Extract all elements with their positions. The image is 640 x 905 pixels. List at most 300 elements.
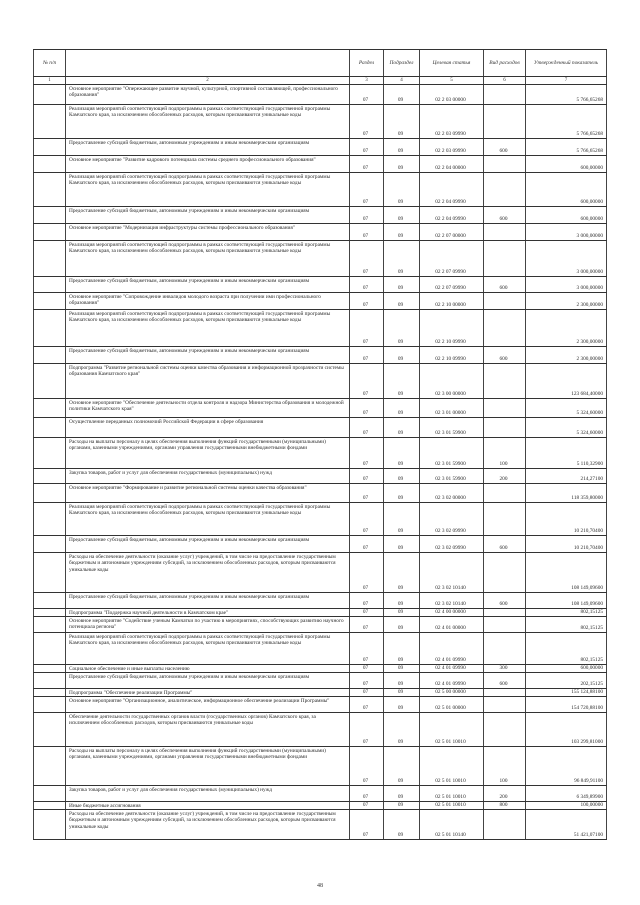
cell-name [65,77,349,84]
cell-sum [525,469,607,483]
row-sum: 2 300,00000 [576,355,603,362]
table-row [33,310,607,347]
row-razdel: 07 [362,96,369,103]
cell-sum [525,156,607,172]
cell-name [65,139,349,155]
cell-sum [525,609,607,616]
row-sum: 5 324,60000 [576,429,603,436]
cell-vr [483,484,525,502]
table-row [33,241,607,277]
row-name: Обеспечение деятельности государственных органов власти (государственных органов) Камчатского края, за исключением обособленных расходов, которым присваиваются уникальные коды [69,714,316,727]
cell-name [65,293,349,309]
cell-num [33,697,65,712]
cell-name [65,673,349,688]
cell-cs [419,786,483,801]
cell-sum [525,810,607,839]
cell-vr [483,224,525,240]
row-sum: 214,27100 [580,475,603,482]
cell-sum [525,484,607,502]
header-podr: Подраздел [389,60,414,66]
cell-vr [483,553,525,592]
cell-name [65,277,349,292]
cell-name [65,207,349,223]
row-vr: 600 [499,355,508,362]
cell-num [33,810,65,839]
row-podrazdel: 09 [397,527,404,534]
row-sum: 5 110,32900 [576,460,603,467]
column-number: 3 [365,78,368,83]
header-razdel: Раздел [358,60,375,66]
row-razdel: 07 [362,130,369,137]
cell-name [65,553,349,592]
cell-vr [483,633,525,664]
cell-num [33,438,65,468]
cell-cs [419,484,483,502]
row-name: Предоставление субсидий бюджетным, автономным учреждениям и иным некоммерческим организациям [69,348,310,354]
table-row [33,633,607,665]
row-name: Основное мероприятие "Развитие кадрового потенциала системы среднего профессионального образования" [69,157,316,163]
cell-sum [525,418,607,437]
cell-razdel [349,665,383,672]
cell-cs [419,310,483,346]
cell-cs [419,747,483,785]
cell-cs [419,633,483,664]
cell-num [33,786,65,801]
cell-podr [383,207,419,223]
cell-vr [483,713,525,746]
cell-vr [483,241,525,276]
row-sum: 3 000,00000 [576,232,603,239]
cell-podr [383,224,419,240]
cell-podr [383,469,419,483]
row-name: Подпрограмма "Обеспечение реализации Программы" [69,690,193,696]
cell-podr [383,438,419,468]
row-cs: 02 4 01 09990 [435,656,466,663]
cell-name [65,241,349,276]
column-number: 7 [564,78,568,83]
cell-num [33,633,65,664]
cell-cs [419,293,483,309]
row-name: Закупка товаров, работ и услуг для обеспечения государственных (муниципальных) нужд [69,787,272,793]
row-razdel: 07 [362,390,369,397]
cell-razdel [349,77,383,84]
cell-podr [383,747,419,785]
row-podrazdel: 09 [397,301,404,308]
cell-razdel [349,633,383,664]
cell-podr [383,713,419,746]
row-name: Основное мероприятие "Организационное, аналитическое, информационное обеспечение реализации Программы" [69,698,330,704]
cell-vr [483,418,525,437]
row-name: Расходы на выплаты персоналу в целях обеспечения выполнения функций государственными (муниципальными) органами, казенными учреждениями, органами управления государственными внебюджетными фондами [69,748,326,761]
cell-razdel [349,418,383,437]
table-row [33,553,607,593]
row-cs: 02 4 00 00000 [435,609,466,615]
row-podrazdel: 09 [397,215,404,222]
row-name: Предоставление субсидий бюджетным, автономным учреждениям и иным некоммерческим организациям [69,208,310,214]
header-num: № п/п [42,60,57,66]
cell-podr [383,173,419,206]
cell-vr [483,173,525,206]
cell-name [65,802,349,809]
table-row [33,438,607,469]
row-sum: 3 000,00000 [576,284,603,291]
cell-name [65,593,349,608]
cell-sum [525,438,607,468]
row-sum: 123 684,40000 [571,390,603,397]
cell-vr [483,810,525,839]
row-cs: 02 3 02 10140 [435,600,466,607]
row-cs: 02 4 01 00000 [435,624,466,631]
cell-vr [483,665,525,672]
row-razdel: 07 [362,544,369,551]
table-row [33,484,607,503]
cell-razdel [349,399,383,417]
cell-cs [419,85,483,104]
row-sum: 118 359,80000 [571,494,603,501]
cell-num [33,503,65,535]
cell-vr [483,802,525,809]
row-vr: 100 [499,777,508,784]
cell-vr [483,673,525,688]
cell-num [33,802,65,809]
cell-razdel [349,673,383,688]
cell-podr [383,593,419,608]
header-sum: Утвержденный показатель [533,60,599,66]
cell-podr [383,697,419,712]
cell-num [33,293,65,309]
cell-num [33,399,65,417]
row-razdel: 07 [362,665,369,671]
table-row [33,293,607,310]
row-razdel: 07 [362,656,369,663]
cell-sum [525,673,607,688]
cell-name [65,85,349,104]
cell-num [33,593,65,608]
row-razdel: 07 [362,738,369,745]
cell-sum [525,633,607,664]
table-row [33,207,607,224]
cell-vr [483,207,525,223]
cell-cs [419,697,483,712]
cell-name [65,484,349,502]
cell-podr [383,399,419,417]
cell-cs [419,241,483,276]
cell-cs [419,713,483,746]
cell-podr [383,277,419,292]
table-row [33,617,607,633]
cell-num [33,139,65,155]
row-podrazdel: 09 [397,147,404,154]
row-sum: 600,00000 [580,164,603,171]
row-name: Подпрограмма "Развитие региональной системы оценки качества образования и информационной прозрачности системы образования Камчатского края" [69,365,344,378]
row-vr: 600 [499,147,508,154]
row-podrazdel: 09 [397,494,404,501]
row-vr: 600 [499,544,508,551]
cell-sum [525,593,607,608]
row-podrazdel: 09 [397,600,404,607]
row-razdel: 07 [362,284,369,291]
cell-sum [525,207,607,223]
cell-podr [383,484,419,502]
cell-razdel [349,224,383,240]
cell-razdel [349,310,383,346]
cell-vr [483,536,525,552]
row-vr: 300 [499,665,508,671]
cell-podr [383,418,419,437]
cell-num [33,418,65,437]
cell-cs [419,609,483,616]
cell-num [33,224,65,240]
cell-sum [525,224,607,240]
budget-table [33,49,607,840]
row-podrazdel: 09 [397,355,404,362]
row-vr: 600 [499,215,508,222]
row-razdel: 07 [362,409,369,416]
cell-name [65,399,349,417]
cell-name [65,469,349,483]
row-name: Основное мероприятие "Опережающее развитие научной, культурной, спортивной составляющей, профессионального образования" [69,86,338,99]
row-vr: 800 [499,802,508,808]
cell-name [65,609,349,616]
row-name: Иные бюджетные ассигнования [69,803,141,809]
column-number: 6 [503,78,506,83]
cell-podr [383,673,419,688]
cell-razdel [349,293,383,309]
cell-razdel [349,173,383,206]
cell-razdel [349,469,383,483]
cell-sum [525,617,607,632]
table-row [33,665,607,673]
cell-podr [383,139,419,155]
cell-vr [483,156,525,172]
table-row [33,503,607,536]
cell-podr [383,347,419,363]
row-podrazdel: 09 [397,584,404,591]
row-razdel: 07 [362,689,369,695]
cell-name [65,697,349,712]
cell-razdel [349,697,383,712]
row-sum: 51 421,07100 [573,831,603,838]
table-row [33,536,607,553]
row-podrazdel: 09 [397,338,404,345]
cell-cs [419,665,483,672]
row-podrazdel: 09 [397,544,404,551]
cell-name [65,536,349,552]
cell-vr [483,105,525,138]
row-podrazdel: 09 [397,164,404,171]
cell-name [65,689,349,696]
cell-cs [419,224,483,240]
cell-cs [419,207,483,223]
cell-vr [483,593,525,608]
cell-cs [419,673,483,688]
table-row [33,469,607,484]
row-razdel: 07 [362,609,369,615]
page-number: 48 [317,883,323,889]
cell-num [33,689,65,696]
row-name: Социальное обеспечение и иные выплаты населению [69,666,190,672]
cell-vr [483,139,525,155]
row-razdel: 07 [362,831,369,838]
cell-sum [525,77,607,84]
row-name: Реализация мероприятий соответствующей подпрограммы в рамках соответствующей государственной программы Камчатского края, за исключением обособленных расходов, которым присваиваются уникальные коды [69,242,331,255]
cell-podr [383,364,419,398]
row-razdel: 07 [362,147,369,154]
row-cs: 02 4 01 09990 [435,665,466,671]
cell-podr [383,617,419,632]
cell-sum [525,105,607,138]
column-number: 1 [48,78,51,83]
cell-num [33,747,65,785]
cell-podr [383,689,419,696]
row-vr: 600 [499,284,508,291]
row-name: Закупка товаров, работ и услуг для обеспечения государственных (муниципальных) нужд [69,470,272,476]
row-sum: 2 300,00000 [576,301,603,308]
cell-name [65,438,349,468]
row-name: Реализация мероприятий соответствующей подпрограммы в рамках соответствующей государственной программы Камчатского края, за исключением обособленных расходов, которым присваиваются уникальные коды [69,174,331,187]
cell-razdel [349,50,383,76]
cell-podr [383,536,419,552]
cell-cs [419,503,483,535]
row-cs: 02 3 01 59900 [435,475,466,482]
row-razdel: 07 [362,600,369,607]
cell-num [33,484,65,502]
cell-name [65,418,349,437]
row-name: Подпрограмма "Поддержка научной деятельности в Камчатском крае" [69,610,229,616]
row-vr: 200 [499,475,508,482]
cell-razdel [349,347,383,363]
row-sum: 802,15125 [580,609,603,615]
cell-podr [383,105,419,138]
table-row [33,673,607,689]
cell-sum [525,697,607,712]
row-name: Реализация мероприятий соответствующей подпрограммы в рамках соответствующей государственной программы Камчатского края, за исключением обособленных расходов, которым присваиваются уникальные коды [69,504,331,517]
row-name: Расходы на обеспечение деятельности (оказание услуг) учреждений, в том числе на предоставление государственным бюджетным и автономным учреждениям субсидий, за исключением обособленных расходов, которым присваиваются уникальные коды [69,554,336,573]
row-sum: 5 766,65268 [576,96,603,103]
table-row [33,364,607,399]
cell-razdel [349,609,383,616]
row-razdel: 07 [362,429,369,436]
cell-razdel [349,503,383,535]
cell-sum [525,786,607,801]
row-podrazdel: 09 [397,680,404,687]
cell-razdel [349,438,383,468]
row-cs: 02 2 10 00000 [435,301,466,308]
cell-sum [525,85,607,104]
row-razdel: 07 [362,624,369,631]
row-sum: 600,00000 [580,198,603,205]
row-name: Предоставление субсидий бюджетным, автономным учреждениям и иным некоммерческим организациям [69,140,310,146]
cell-sum [525,277,607,292]
cell-name [65,503,349,535]
row-sum: 100,00000 [580,802,603,808]
cell-vr [483,747,525,785]
row-sum: 802,15125 [580,624,603,631]
cell-sum [525,347,607,363]
cell-name [65,665,349,672]
cell-vr [483,85,525,104]
row-razdel: 07 [362,793,369,800]
row-podrazdel: 09 [397,130,404,137]
row-name: Предоставление субсидий бюджетным, автономным учреждениям и иным некоммерческим организациям [69,537,310,543]
cell-name [65,50,349,76]
cell-razdel [349,747,383,785]
cell-name [65,310,349,346]
cell-cs [419,50,483,76]
cell-podr [383,85,419,104]
cell-podr [383,293,419,309]
row-razdel: 07 [362,232,369,239]
row-razdel: 07 [362,527,369,534]
cell-num [33,347,65,363]
table-row [33,224,607,241]
cell-vr [483,50,525,76]
table-row [33,593,607,609]
row-cs: 02 2 07 09990 [435,284,466,291]
row-sum: 5 766,65268 [576,130,603,137]
row-podrazdel: 09 [397,656,404,663]
cell-podr [383,156,419,172]
cell-razdel [349,689,383,696]
cell-cs [419,469,483,483]
row-name: Расходы на обеспечение деятельности (оказание услуг) учреждений, в том числе на предоставление государственным бюджетным и автономным учреждениям субсидий, за исключением обособленных расходов, которым присваиваются уникальные коды [69,811,336,830]
cell-vr [483,438,525,468]
row-podrazdel: 09 [397,609,404,615]
cell-razdel [349,536,383,552]
cell-num [33,536,65,552]
table-row [33,418,607,438]
row-sum: 6 349,89900 [576,793,603,800]
cell-razdel [349,810,383,839]
row-sum: 10 210,70400 [573,527,603,534]
row-cs: 02 5 01 10010 [435,802,466,808]
table-row [33,697,607,713]
row-name: Основное мероприятие "Содействие ученым Камчатки по участию в мероприятиях, способствующих развитию научного потенциала региона" [69,618,344,631]
cell-vr [483,609,525,616]
row-podrazdel: 09 [397,777,404,784]
cell-cs [419,593,483,608]
cell-num [33,617,65,632]
cell-sum [525,241,607,276]
cell-razdel [349,139,383,155]
row-sum: 5 324,60000 [576,409,603,416]
row-razdel: 07 [362,215,369,222]
row-name: Основное мероприятие "Обеспечение деятельности отдела контроля и надзора Министерства образования и молодежной политики Камчатского края" [69,400,344,413]
row-name: Реализация мероприятий соответствующей подпрограммы в рамках соответствующей государственной программы Камчатского края, за исключением обособленных расходов, которым присваиваются уникальные коды [69,311,331,324]
row-sum: 5 766,65268 [576,147,603,154]
cell-sum [525,713,607,746]
row-name: Основное мероприятие "Модернизация инфраструктуры системы профессионального образования" [69,225,295,231]
column-number: 4 [400,78,403,83]
table-header [33,49,607,77]
cell-cs [419,802,483,809]
row-cs: 02 3 00 00000 [435,390,466,397]
row-razdel: 07 [362,475,369,482]
cell-vr [483,617,525,632]
table-row [33,85,607,105]
cell-razdel [349,85,383,104]
row-podrazdel: 09 [397,390,404,397]
table-row [33,347,607,364]
cell-vr [483,786,525,801]
cell-podr [383,609,419,616]
row-sum: 10 210,70400 [573,544,603,551]
cell-cs [419,399,483,417]
row-cs: 02 2 07 00000 [435,232,466,239]
cell-vr [483,277,525,292]
row-podrazdel: 09 [397,96,404,103]
row-razdel: 07 [362,777,369,784]
